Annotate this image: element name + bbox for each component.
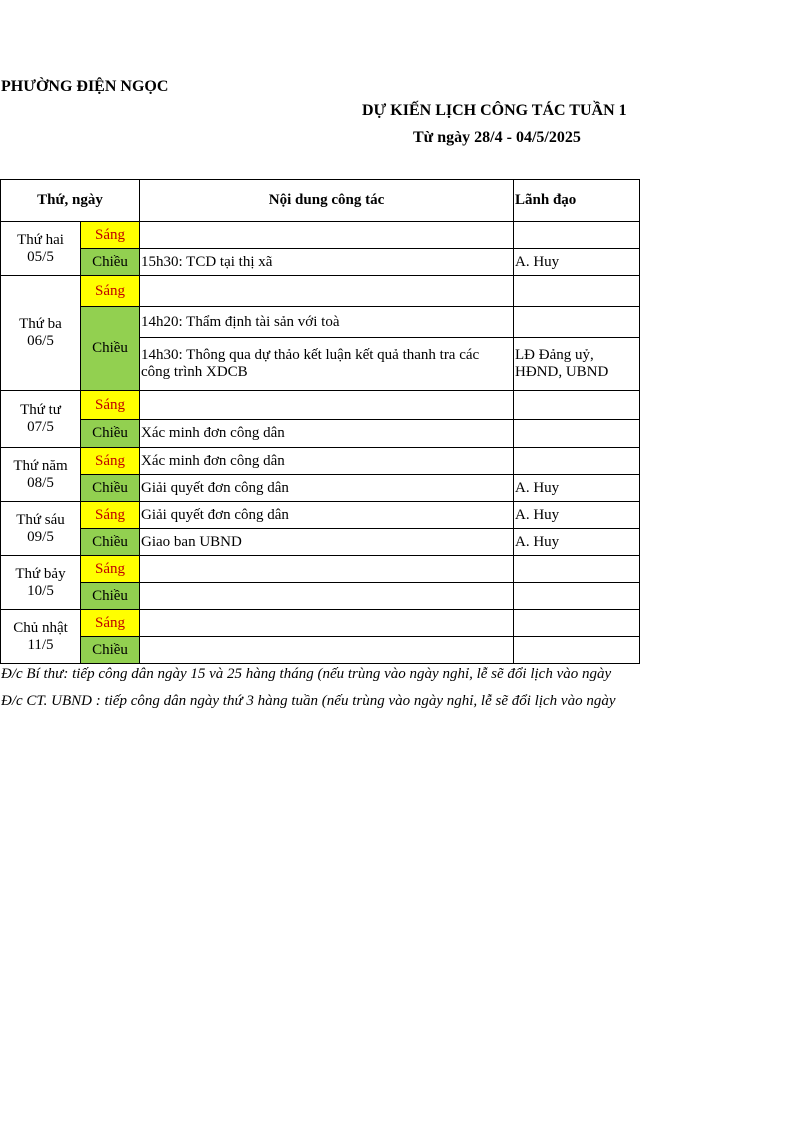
day-date: 07/5 <box>27 419 54 435</box>
table-row <box>1 420 640 448</box>
table-row <box>1 475 640 502</box>
content-cell <box>140 276 514 307</box>
day-cell <box>1 222 81 276</box>
table-row <box>1 502 640 529</box>
table-row <box>1 249 640 276</box>
leader-cell <box>514 307 640 338</box>
leader-cell: A. Huy <box>514 249 640 276</box>
content-cell <box>140 391 514 420</box>
session-morning: Sáng <box>81 222 140 249</box>
day-date: 11/5 <box>27 636 54 653</box>
content-cell: 14h30: Thông qua dự thảo kết luận kết quả thanh tra các công trình XDCB <box>140 338 514 391</box>
day-cell <box>1 502 81 556</box>
content-cell <box>140 637 514 664</box>
day-date: 06/5 <box>27 333 54 349</box>
content-cell <box>140 222 514 249</box>
day-cell <box>1 556 81 610</box>
day-date: 05/5 <box>27 248 54 265</box>
table-header-row <box>1 180 640 222</box>
day-name: Thứ bảy <box>15 565 66 582</box>
table-row <box>1 529 640 556</box>
leader-cell: LĐ Đảng uỷ, HĐND, UBND <box>514 338 640 391</box>
session-morning: Sáng <box>81 276 140 307</box>
schedule-table <box>0 179 640 664</box>
day-name: Thứ hai <box>17 231 64 248</box>
organization-name: PHƯỜNG ĐIỆN NGỌC <box>1 78 169 95</box>
leader-cell <box>514 448 640 475</box>
table-row <box>1 222 640 249</box>
content-cell: 15h30: TCD tại thị xã <box>140 249 514 276</box>
footnotes <box>1 665 639 719</box>
table-row <box>1 583 640 610</box>
leader-cell <box>514 391 640 420</box>
content-cell: Giải quyết đơn công dân <box>140 502 514 529</box>
leader-cell <box>514 610 640 637</box>
day-cell <box>1 391 81 448</box>
date-range: Từ ngày 28/4 - 04/5/2025 <box>413 129 581 146</box>
leader-cell: A. Huy <box>514 475 640 502</box>
day-cell <box>1 610 81 664</box>
table-row <box>1 391 640 420</box>
table-row <box>1 556 640 583</box>
content-cell <box>140 583 514 610</box>
leader-cell <box>514 420 640 448</box>
session-morning: Sáng <box>81 556 140 583</box>
day-date: 08/5 <box>27 474 54 491</box>
leader-cell: A. Huy <box>514 502 640 529</box>
table-row <box>1 637 640 664</box>
table-row <box>1 610 640 637</box>
day-date: 10/5 <box>27 582 54 599</box>
session-afternoon: Chiều <box>81 529 140 556</box>
day-name: Thứ ba <box>19 316 62 332</box>
table-row <box>1 448 640 475</box>
leader-cell <box>514 637 640 664</box>
header-leader: Lãnh đạo <box>514 180 640 222</box>
note-chairman: Đ/c CT. UBND : tiếp công dân ngày thứ 3 hàng tuần (nếu trùng vào ngày nghỉ, lễ sẽ đổi lịch vào ngày <box>1 693 616 709</box>
note-secretary: Đ/c Bí thư: tiếp công dân ngày 15 và 25 hàng tháng (nếu trùng vào ngày nghỉ, lễ sẽ đổi lịch vào ngày <box>1 666 612 682</box>
session-morning: Sáng <box>81 610 140 637</box>
table-row <box>1 276 640 307</box>
day-name: Thứ sáu <box>16 511 65 528</box>
leader-cell <box>514 556 640 583</box>
session-morning: Sáng <box>81 448 140 475</box>
content-cell: Xác minh đơn công dân <box>140 420 514 448</box>
session-afternoon: Chiều <box>81 249 140 276</box>
session-morning: Sáng <box>81 391 140 420</box>
table-row <box>1 307 640 338</box>
content-cell: Giải quyết đơn công dân <box>140 475 514 502</box>
content-cell <box>140 556 514 583</box>
session-afternoon: Chiều <box>81 307 140 391</box>
content-cell: Giao ban UBND <box>140 529 514 556</box>
content-cell: 14h20: Thẩm định tài sản với toà <box>140 307 514 338</box>
session-afternoon: Chiều <box>81 475 140 502</box>
content-cell <box>140 610 514 637</box>
leader-cell <box>514 583 640 610</box>
leader-cell <box>514 276 640 307</box>
session-afternoon: Chiều <box>81 637 140 664</box>
header-content: Nội dung công tác <box>140 180 514 222</box>
leader-cell <box>514 222 640 249</box>
page-title: DỰ KIẾN LỊCH CÔNG TÁC TUẦN 1 <box>362 102 627 119</box>
header-day: Thứ, ngày <box>1 180 140 222</box>
session-morning: Sáng <box>81 502 140 529</box>
day-cell <box>1 448 81 502</box>
content-cell: Xác minh đơn công dân <box>140 448 514 475</box>
day-date: 09/5 <box>27 528 54 545</box>
leader-cell: A. Huy <box>514 529 640 556</box>
day-name: Thứ năm <box>13 457 68 474</box>
day-name: Thứ tư <box>20 402 61 418</box>
day-name: Chủ nhật <box>13 619 68 636</box>
session-afternoon: Chiều <box>81 420 140 448</box>
session-afternoon: Chiều <box>81 583 140 610</box>
day-cell <box>1 276 81 391</box>
